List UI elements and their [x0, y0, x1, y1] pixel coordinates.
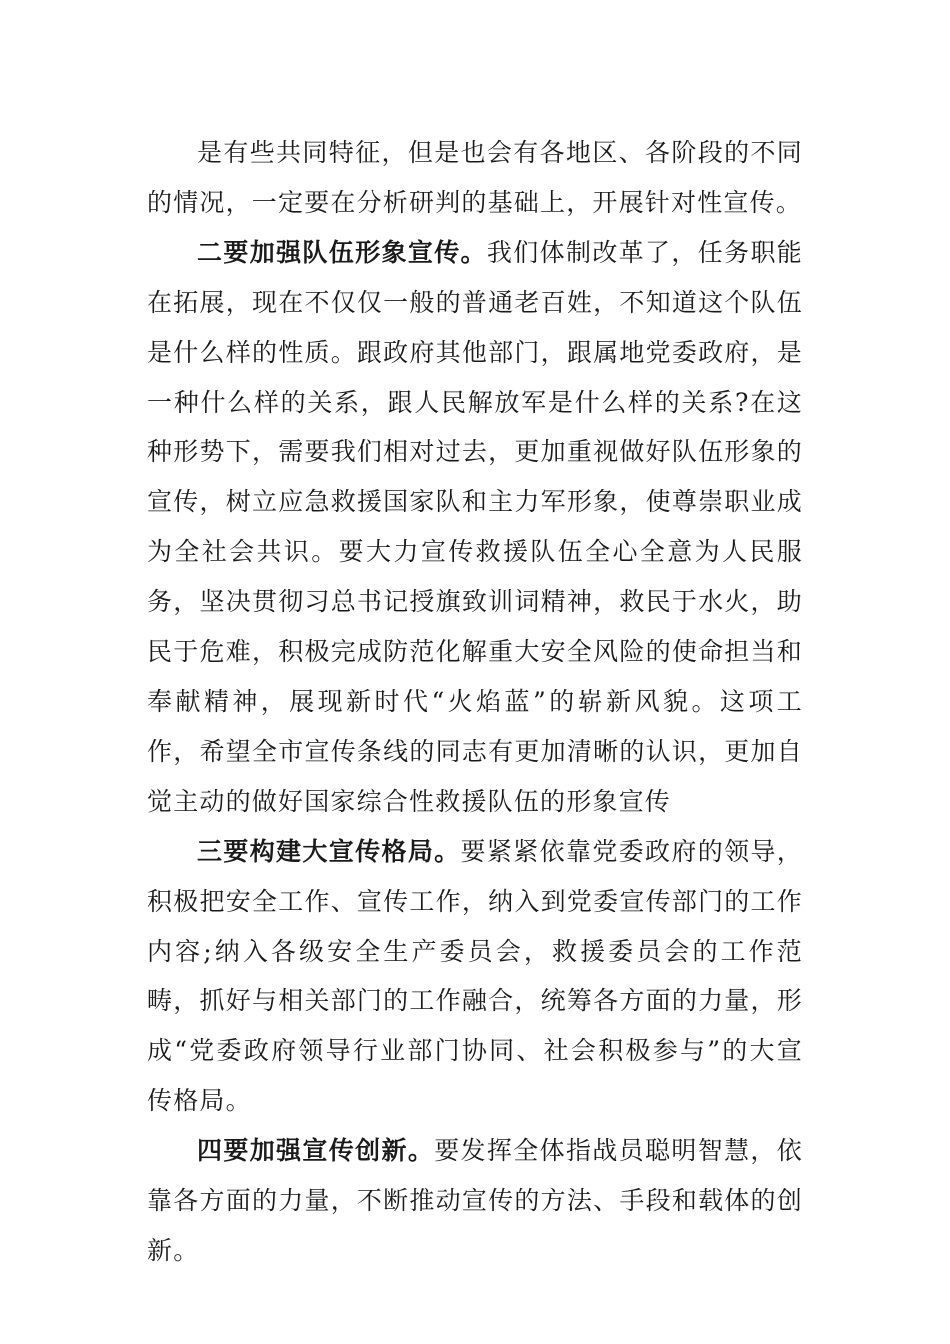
paragraph-text: 要发挥全体指战员聪明智慧，依靠各方面的力量，不断推动宣传的方法、手段和载体的创新。 — [147, 1136, 803, 1265]
document-body — [147, 128, 803, 1276]
paragraph-text: 是有些共同特征，但是也会有各地区、各阶段的不同的情况，一定要在分析研判的基础上，开展针对性宣传。 — [147, 138, 803, 217]
paragraph-heading: 二要加强队伍形象宣传。 — [197, 237, 487, 267]
paragraph-innovation — [147, 1126, 803, 1276]
paragraph-publicity-pattern — [147, 827, 803, 1126]
paragraph-continuation — [147, 128, 803, 228]
paragraph-heading: 三要构建大宣传格局。 — [197, 836, 461, 866]
paragraph-heading: 四要加强宣传创新。 — [197, 1136, 435, 1166]
paragraph-text: 要紧紧依靠党委政府的领导，积极把安全工作、宣传工作，纳入到党委宣传部门的工作内容;纳入各级安全生产委员会，救援委员会的工作范畴，抓好与相关部门的工作融合，统筹各方面的力量，形成“党委政府领导行业部门协同、社会积极参与”的大宣传格局。 — [147, 836, 803, 1116]
paragraph-text: 我们体制改革了，任务职能在拓展，现在不仅仅一般的普通老百姓，不知道这个队伍是什么样的性质。跟政府其他部门，跟属地党委政府，是一种什么样的关系，跟人民解放军是什么样的关系?在这种形势下，需要我们相对过去，更加重视做好队伍形象的宣传，树立应急救援国家队和主力军形象，使尊崇职业成为全社会共识。要大力宣传救援队伍全心全意为人民服务，坚决贯彻习总书记授旗致训词精神，救民于水火，助民于危难，积极完成防范化解重大安全风险的使命担当和奉献精神，展现新时代“火焰蓝”的崭新风貌。这项工作，希望全市宣传条线的同志有更加清晰的认识，更加自觉主动的做好国家综合性救援队伍的形象宣传 — [147, 237, 804, 816]
paragraph-team-image — [147, 228, 803, 827]
